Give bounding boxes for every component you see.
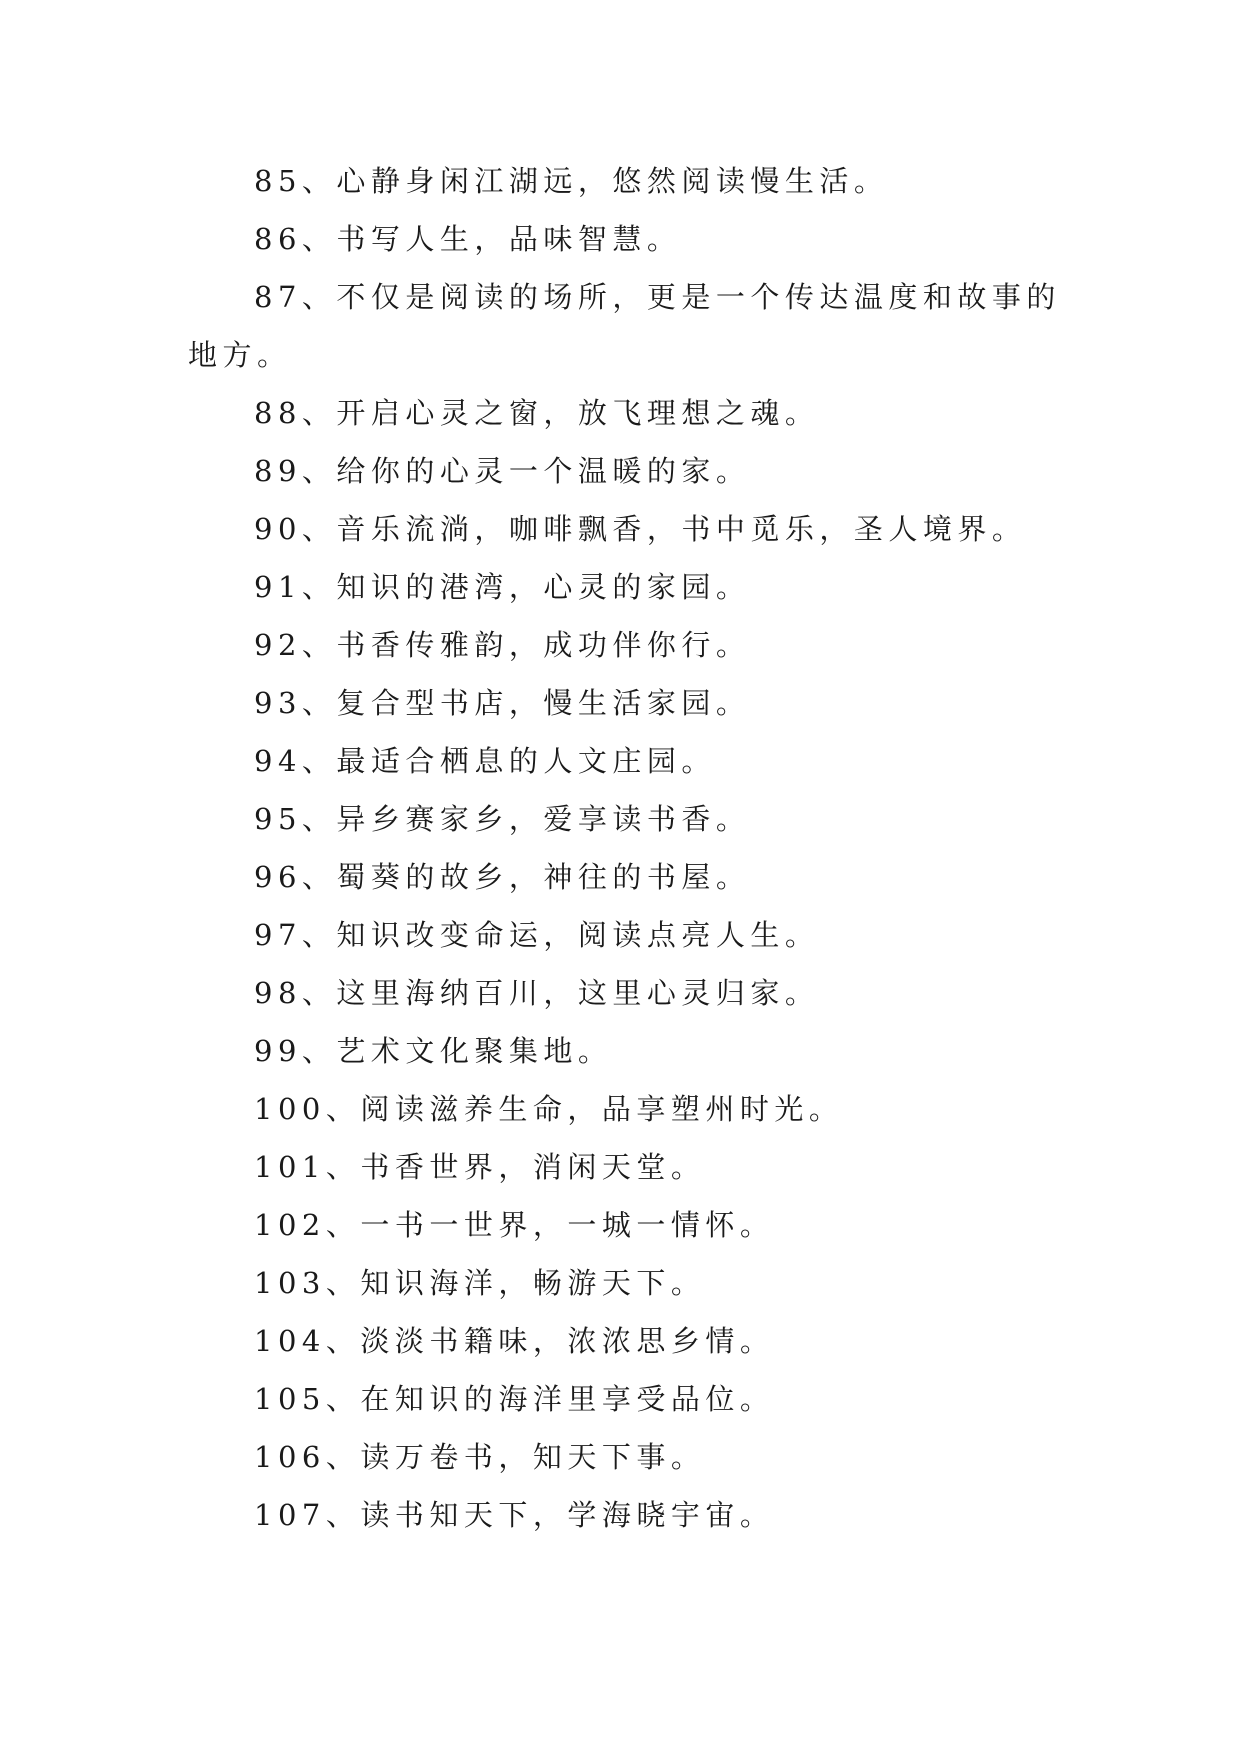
- slogan-item: 88、开启心灵之窗，放飞理想之魂。: [254, 396, 820, 430]
- slogan-item: 93、复合型书店，慢生活家园。: [254, 686, 751, 720]
- slogan-item: 89、给你的心灵一个温暖的家。: [254, 454, 751, 488]
- slogan-item: 87、不仅是阅读的场所，更是一个传达温度和故事的地方。: [188, 280, 1061, 372]
- slogan-item: 101、书香世界，消闲天堂。: [254, 1150, 706, 1184]
- slogan-list: [188, 152, 1068, 1544]
- slogan-item: 100、阅读滋养生命，品享塑州时光。: [254, 1092, 844, 1126]
- slogan-item: 96、蜀葵的故乡，神往的书屋。: [254, 860, 751, 894]
- slogan-item: 85、心静身闲江湖远，悠然阅读慢生活。: [254, 164, 889, 198]
- slogan-item: 99、艺术文化聚集地。: [254, 1034, 613, 1068]
- slogan-item: 95、异乡赛家乡，爱享读书香。: [254, 802, 751, 836]
- slogan-item: 104、淡淡书籍味，浓浓思乡情。: [254, 1324, 775, 1358]
- slogan-item: 86、书写人生，品味智慧。: [254, 222, 682, 256]
- slogan-item: 90、音乐流淌，咖啡飘香，书中觅乐，圣人境界。: [254, 512, 1027, 546]
- slogan-item: 97、知识改变命运，阅读点亮人生。: [254, 918, 820, 952]
- slogan-item: 107、读书知天下，学海晓宇宙。: [254, 1498, 775, 1532]
- slogan-item: 106、读万卷书，知天下事。: [254, 1440, 706, 1474]
- slogan-item: 91、知识的港湾，心灵的家园。: [254, 570, 751, 604]
- slogan-item: 98、这里海纳百川，这里心灵归家。: [254, 976, 820, 1010]
- slogan-item: 94、最适合栖息的人文庄园。: [254, 744, 716, 778]
- slogan-item: 105、在知识的海洋里享受品位。: [254, 1382, 775, 1416]
- slogan-item: 92、书香传雅韵，成功伴你行。: [254, 628, 751, 662]
- slogan-item: 102、一书一世界，一城一情怀。: [254, 1208, 775, 1242]
- slogan-item: 103、知识海洋，畅游天下。: [254, 1266, 706, 1300]
